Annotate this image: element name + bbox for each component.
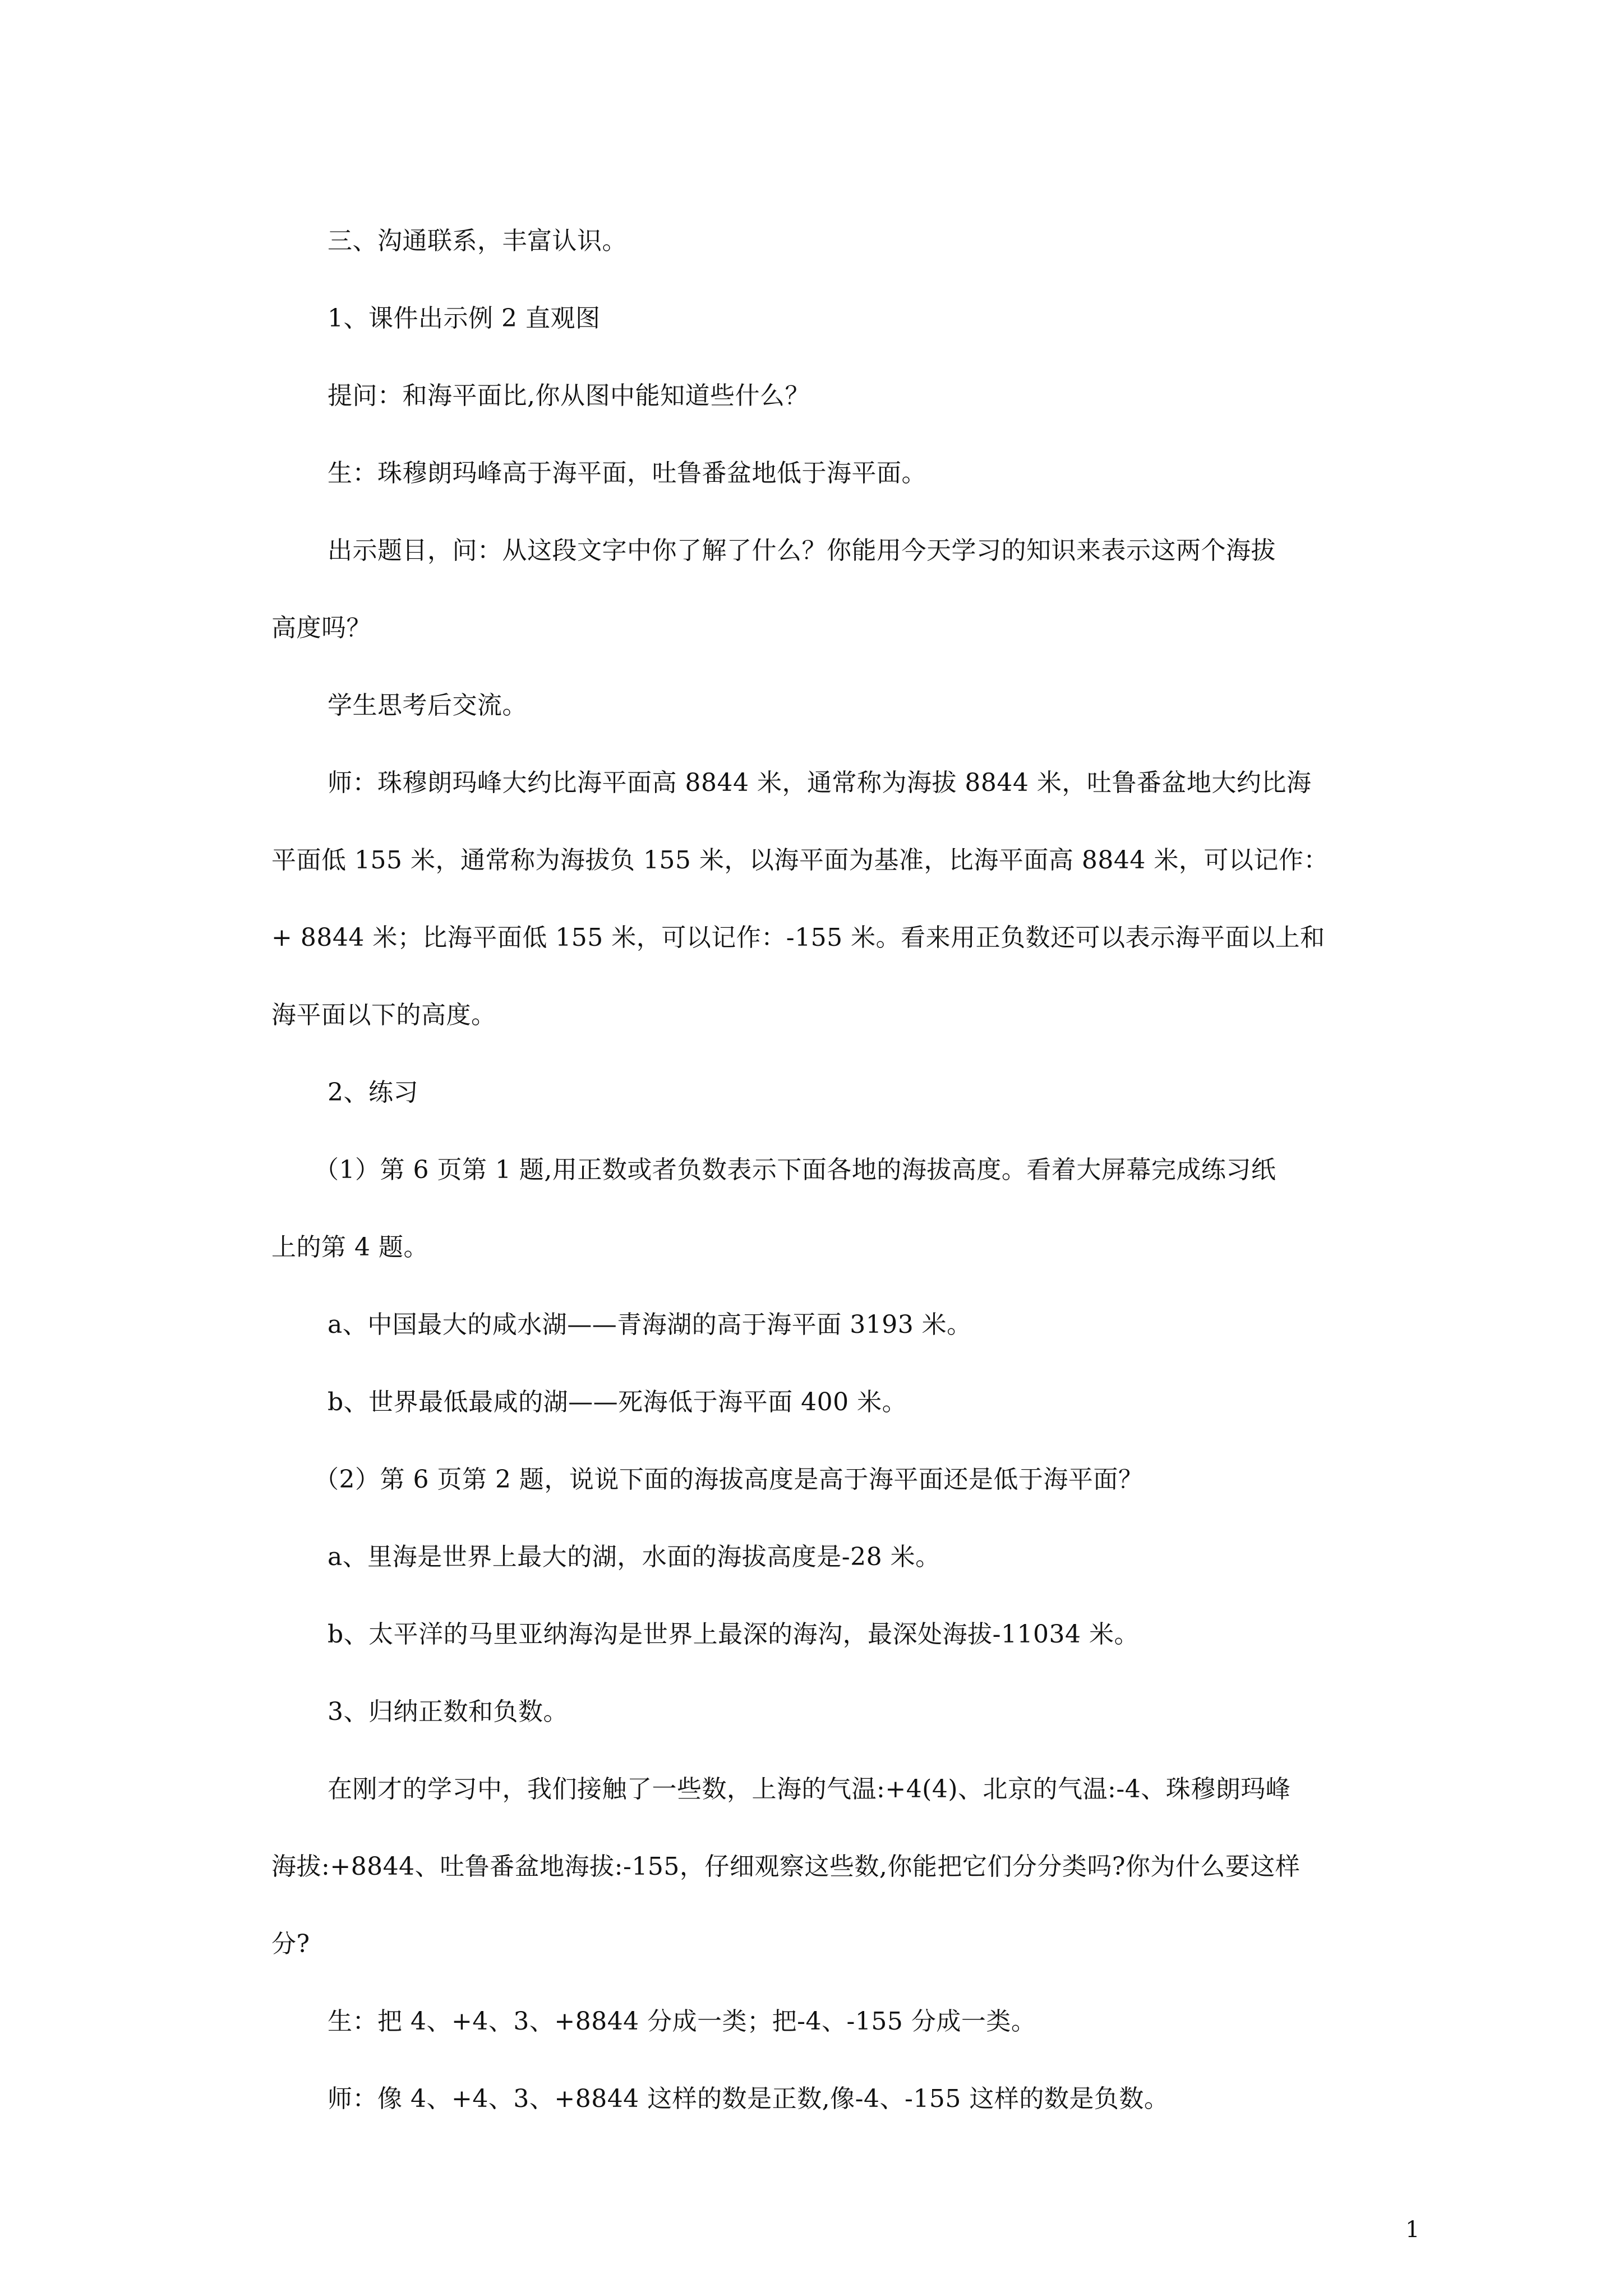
paragraph-line: + 8844 米；比海平面低 155 米，可以记作：-155 米。看来用正负数还可以表示海平面以上和 xyxy=(271,923,1325,952)
page-number: 1 xyxy=(1405,2217,1420,2243)
section-heading: 三、沟通联系，丰富认识。 xyxy=(328,227,627,255)
paragraph-line: 平面低 155 米，通常称为海拔负 155 米，以海平面为基准，比海平面高 8844 米，可以记作： xyxy=(271,846,1329,875)
paragraph-line: 海拔:+8844、吐鲁番盆地海拔:-155，仔细观察这些数,你能把它们分分类吗?你为什么要这样 xyxy=(271,1852,1301,1881)
paragraph-line: 提问：和海平面比,你从图中能知道些什么？ xyxy=(328,381,810,410)
paragraph-line: 在刚才的学习中，我们接触了一些数，上海的气温:+4(4)、北京的气温:-4、珠穆朗玛峰 xyxy=(328,1775,1291,1803)
paragraph-line: b、太平洋的马里亚纳海沟是世界上最深的海沟，最深处海拔-11034 米。 xyxy=(328,1620,1139,1649)
paragraph-line: 1、课件出示例 2 直观图 xyxy=(328,304,601,333)
paragraph-line: 海平面以下的高度。 xyxy=(271,1001,496,1029)
paragraph-line: （2）第 6 页第 2 题，说说下面的海拔高度是高于海平面还是低于海平面？ xyxy=(314,1465,1144,1494)
paragraph-line: 上的第 4 题。 xyxy=(271,1233,428,1262)
paragraph-line: 分? xyxy=(271,1930,310,1958)
section-heading: 3、归纳正数和负数。 xyxy=(328,1697,568,1726)
paragraph-line: 师：珠穆朗玛峰大约比海平面高 8844 米，通常称为海拔 8844 米，吐鲁番盆地大约比海 xyxy=(328,769,1312,797)
paragraph-line: a、里海是世界上最大的湖，水面的海拔高度是-28 米。 xyxy=(328,1543,940,1571)
section-heading: 2、练习 xyxy=(328,1078,418,1107)
paragraph-line: 生：珠穆朗玛峰高于海平面，吐鲁番盆地低于海平面。 xyxy=(328,459,926,487)
paragraph-line: 学生思考后交流。 xyxy=(328,691,527,720)
paragraph-line: 高度吗？ xyxy=(271,614,371,642)
paragraph-line: b、世界最低最咸的湖——死海低于海平面 400 米。 xyxy=(328,1388,907,1416)
paragraph-line: 生：把 4、+4、3、+8844 分成一类；把-4、-155 分成一类。 xyxy=(328,2007,1036,2036)
paragraph-line: a、中国最大的咸水湖——青海湖的高于海平面 3193 米。 xyxy=(328,1310,972,1339)
paragraph-line: 出示题目，问：从这段文字中你了解了什么？你能用今天学习的知识来表示这两个海拔 xyxy=(328,536,1276,565)
paragraph-line: （1）第 6 页第 1 题,用正数或者负数表示下面各地的海拔高度。看着大屏幕完成练习纸 xyxy=(314,1156,1276,1184)
paragraph-line: 师：像 4、+4、3、+8844 这样的数是正数,像-4、-155 这样的数是负数。 xyxy=(328,2085,1169,2113)
